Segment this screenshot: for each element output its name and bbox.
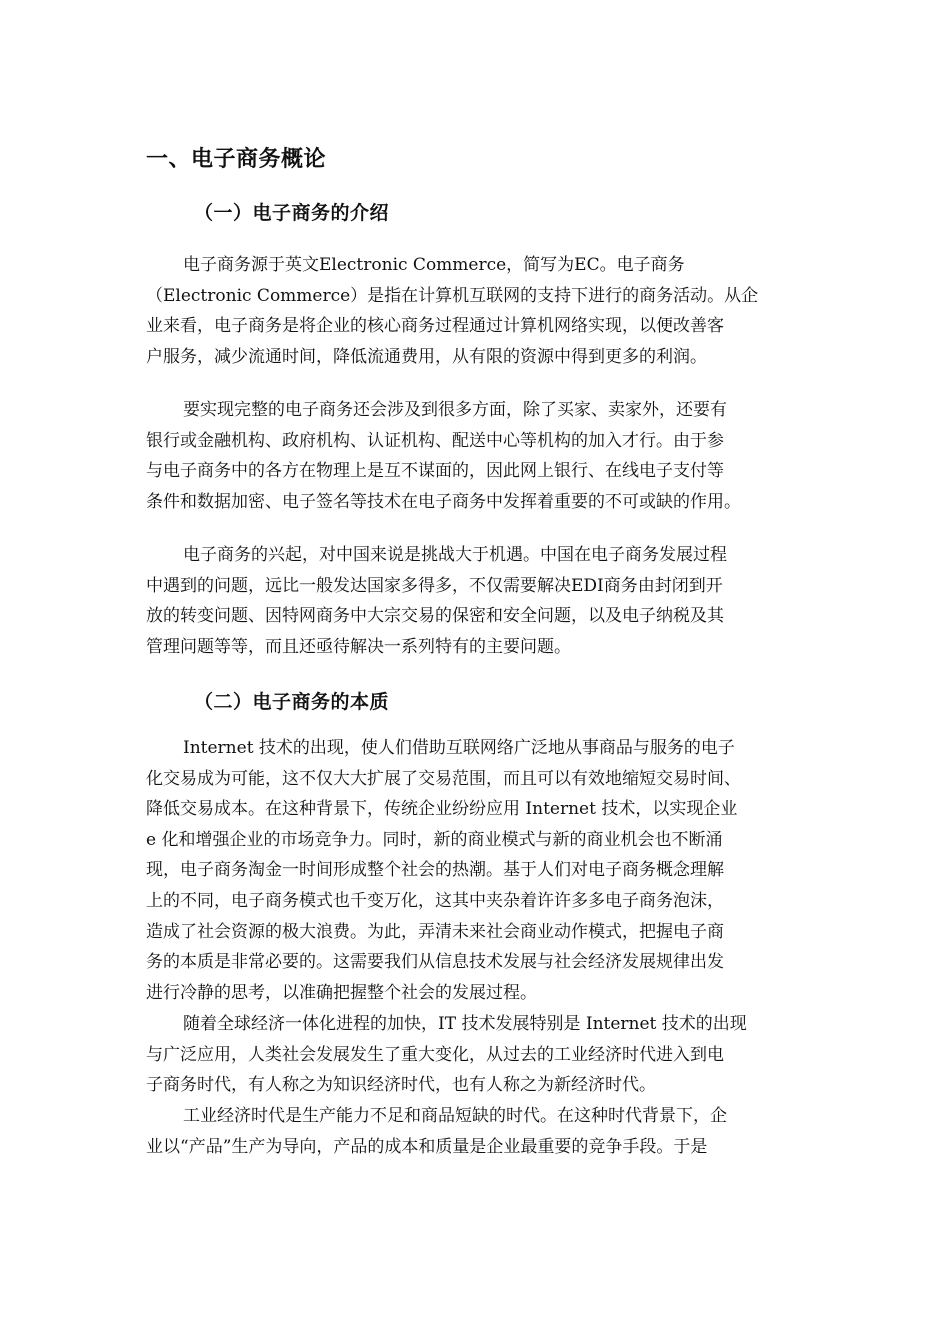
text-line: 放的转变问题、因特网商务中大宗交易的保密和安全问题，以及电子纳税及其 (146, 606, 724, 627)
text-line: 户服务，减少流通时间，降低流通费用，从有限的资源中得到更多的利润。 (146, 346, 707, 367)
paragraph-ec-participants (146, 395, 816, 517)
text-line: 工业经济时代是生产能力不足和商品短缺的时代。在这种时代背景下，企 (183, 1106, 727, 1126)
paragraph-industrial-era (146, 1101, 816, 1162)
paragraph-ec-definition (146, 250, 816, 372)
text-line: 造成了社会资源的极大浪费。为此，弄清未来社会商业动作模式，把握电子商 (146, 921, 724, 942)
subsection-title-introduction: （一）电子商务的介绍 (194, 202, 390, 224)
text-line: Internet 技术的出现，使人们借助互联网络广泛地从事商品与服务的电子 (183, 738, 735, 758)
text-line: 中遇到的问题，远比一般发达国家多得多，不仅需要解决EDI商务由封闭到开 (146, 575, 723, 596)
text-line: 条件和数据加密、电子签名等技术在电子商务中发挥着重要的不可或缺的作用。 (146, 491, 741, 512)
text-line: （Electronic Commerce）是指在计算机互联网的支持下进行的商务活动。从企 (146, 285, 759, 306)
text-line: 随着全球经济一体化进程的加快，IT 技术发展特别是 Internet 技术的出现 (183, 1014, 747, 1034)
text-line: 银行或金融机构、政府机构、认证机构、配送中心等机构的加入才行。由于参 (146, 430, 724, 451)
text-line: 要实现完整的电子商务还会涉及到很多方面，除了买家、卖家外，还要有 (183, 400, 727, 420)
section-title: 一、电子商务概论 (146, 147, 327, 172)
subsection-title-essence: （二）电子商务的本质 (194, 691, 390, 713)
text-line: 业以“产品”生产为导向，产品的成本和质量是企业最重要的竞争手段。于是 (146, 1136, 708, 1157)
text-line: 进行冷静的思考，以准确把握整个社会的发展过程。 (146, 982, 537, 1003)
paragraph-internet-technology (146, 733, 816, 1008)
text-line: 管理问题等等，而且还亟待解决一系列特有的主要问题。 (146, 636, 571, 657)
text-line: 务的本质是非常必要的。这需要我们从信息技术发展与社会经济发展规律出发 (146, 952, 724, 973)
paragraph-ec-china (146, 540, 816, 662)
paragraph-economic-era (146, 1009, 816, 1101)
text-line: 与电子商务中的各方在物理上是互不谋面的，因此网上银行、在线电子支付等 (146, 461, 724, 482)
text-line: 与广泛应用，人类社会发展发生了重大变化，从过去的工业经济时代进入到电 (146, 1044, 724, 1065)
text-line: 电子商务的兴起，对中国来说是挑战大于机遇。中国在电子商务发展过程 (183, 545, 727, 565)
text-line: 子商务时代，有人称之为知识经济时代，也有人称之为新经济时代。 (146, 1075, 656, 1096)
text-line: 上的不同，电子商务模式也千变万化，这其中夹杂着许许多多电子商务泡沫， (146, 890, 724, 911)
text-line: 现，电子商务淘金一时间形成整个社会的热潮。基于人们对电子商务概念理解 (146, 860, 724, 881)
text-line: e 化和增强企业的市场竞争力。同时，新的商业模式与新的商业机会也不断涌 (146, 829, 723, 850)
text-line: 降低交易成本。在这种背景下，传统企业纷纷应用 Internet 技术，以实现企业 (146, 799, 738, 820)
text-line: 业来看，电子商务是将企业的核心商务过程通过计算机网络实现，以便改善客 (146, 316, 724, 337)
text-line: 化交易成为可能，这不仅大大扩展了交易范围，而且可以有效地缩短交易时间、 (146, 768, 741, 789)
text-line: 电子商务源于英文Electronic Commerce，简写为EC。电子商务 (183, 255, 685, 275)
